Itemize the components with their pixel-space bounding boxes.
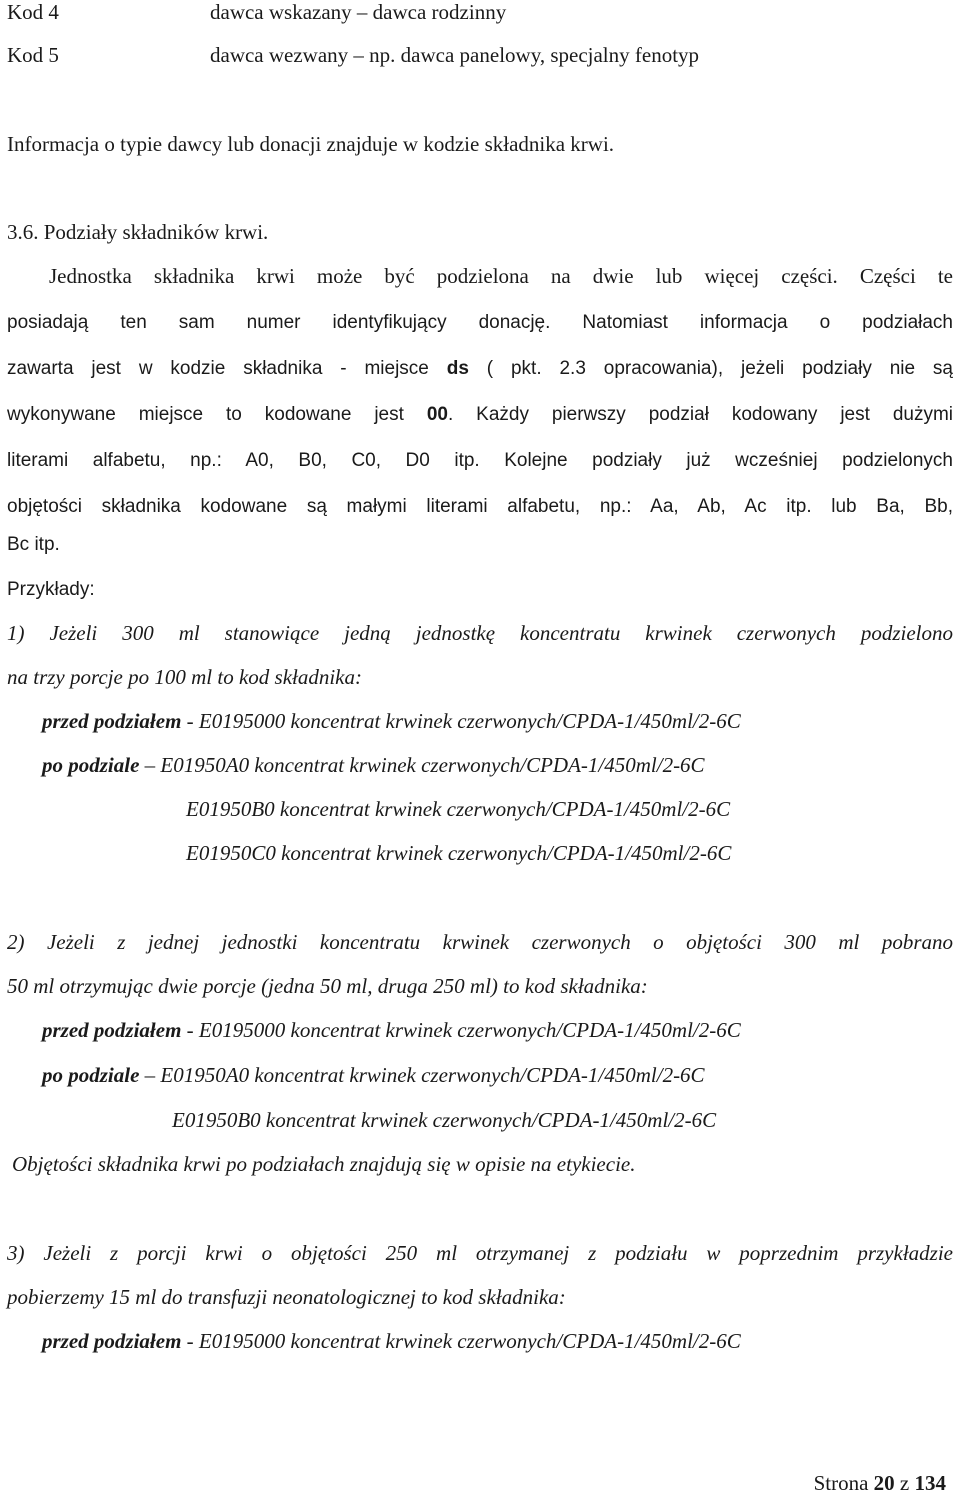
example-3-before: przed podziałem - E0195000 koncentrat krwinek czerwonych/CPDA-1/450ml/2-6C xyxy=(42,1329,741,1353)
example-2-intro-line-2: 50 ml otrzymując dwie porcje (jedna 50 ml, druga 250 ml) to kod składnika: xyxy=(7,974,648,998)
paragraph-line-6: objętości składnika kodowane są małymi literami alfabetu, np.: Aa, Ab, Ac itp. lub Ba, Bb, xyxy=(7,496,953,517)
zero-code: 00 xyxy=(426,404,448,425)
example-2-after-cont-1: E01950B0 koncentrat krwinek czerwonych/CPDA-1/450ml/2-6C xyxy=(172,1108,717,1132)
current-page: 20 xyxy=(873,1471,895,1495)
page-number: Strona 20 z 134 xyxy=(813,1471,946,1495)
section-heading: 3.6. Podziały składników krwi. xyxy=(7,220,269,244)
code-4-text: dawca wskazany – dawca rodzinny xyxy=(210,0,507,24)
paragraph-line-7: Bc itp. xyxy=(7,534,60,555)
paragraph-line-4: wykonywane miejsce to kodowane jest 00. Każdy pierwszy podział kodowany jest dużymi xyxy=(7,404,953,425)
paragraph-line-1: Jednostka składnika krwi może być podzielona na dwie lub więcej części. Części te xyxy=(49,264,953,288)
code-4-label: Kod 4 xyxy=(7,0,59,24)
example-1-after-cont-1: E01950B0 koncentrat krwinek czerwonych/CPDA-1/450ml/2-6C xyxy=(186,797,731,821)
code-5-text: dawca wezwany – np. dawca panelowy, specjalny fenotyp xyxy=(210,43,700,67)
before-label: przed podziałem xyxy=(42,1018,182,1042)
example-3-intro-line-1: 3) Jeżeli z porcji krwi o objętości 250 ml otrzymanej z podziału w poprzednim przykładzie xyxy=(7,1241,953,1265)
example-1-before: przed podziałem - E0195000 koncentrat krwinek czerwonych/CPDA-1/450ml/2-6C xyxy=(42,709,741,733)
after-label: po podziale xyxy=(42,753,140,777)
example-1-intro-line-2: na trzy porcje po 100 ml to kod składnika: xyxy=(7,665,363,689)
example-1-intro-line-1: 1) Jeżeli 300 ml stanowiące jedną jednostkę koncentratu krwinek czerwonych podzielono xyxy=(7,621,953,645)
donor-type-info: Informacja o typie dawcy lub donacji znajduje w kodzie składnika krwi. xyxy=(7,132,615,156)
example-2-before: przed podziałem - E0195000 koncentrat krwinek czerwonych/CPDA-1/450ml/2-6C xyxy=(42,1018,741,1042)
code-5-label: Kod 5 xyxy=(7,43,59,67)
example-2-intro-line-1: 2) Jeżeli z jednej jednostki koncentratu krwinek czerwonych o objętości 300 ml pobrano xyxy=(7,930,953,954)
after-label: po podziale xyxy=(42,1063,140,1087)
example-2-after: po podziale – E01950A0 koncentrat krwinek czerwonych/CPDA-1/450ml/2-6C xyxy=(42,1063,705,1087)
paragraph-line-2: posiadają ten sam numer identyfikujący donację. Natomiast informacja o podziałach xyxy=(7,312,953,333)
before-label: przed podziałem xyxy=(42,709,182,733)
example-2-note: Objętości składnika krwi po podziałach znajdują się w opisie na etykiecie. xyxy=(12,1152,636,1176)
paragraph-line-5: literami alfabetu, np.: A0, B0, C0, D0 itp. Kolejne podziały już wcześniej podzielonych xyxy=(7,450,953,471)
examples-heading: Przykłady: xyxy=(7,579,95,600)
paragraph-line-3: zawarta jest w kodzie składnika - miejsce ds ( pkt. 2.3 opracowania), jeżeli podziały nie są xyxy=(7,358,953,379)
example-1-after-cont-2: E01950C0 koncentrat krwinek czerwonych/CPDA-1/450ml/2-6C xyxy=(186,841,732,865)
ds-code: ds xyxy=(446,358,469,379)
total-pages: 134 xyxy=(914,1471,946,1495)
example-1-after: po podziale – E01950A0 koncentrat krwinek czerwonych/CPDA-1/450ml/2-6C xyxy=(42,753,705,777)
before-label: przed podziałem xyxy=(42,1329,182,1353)
example-3-intro-line-2: pobierzemy 15 ml do transfuzji neonatologicznej to kod składnika: xyxy=(7,1285,566,1309)
